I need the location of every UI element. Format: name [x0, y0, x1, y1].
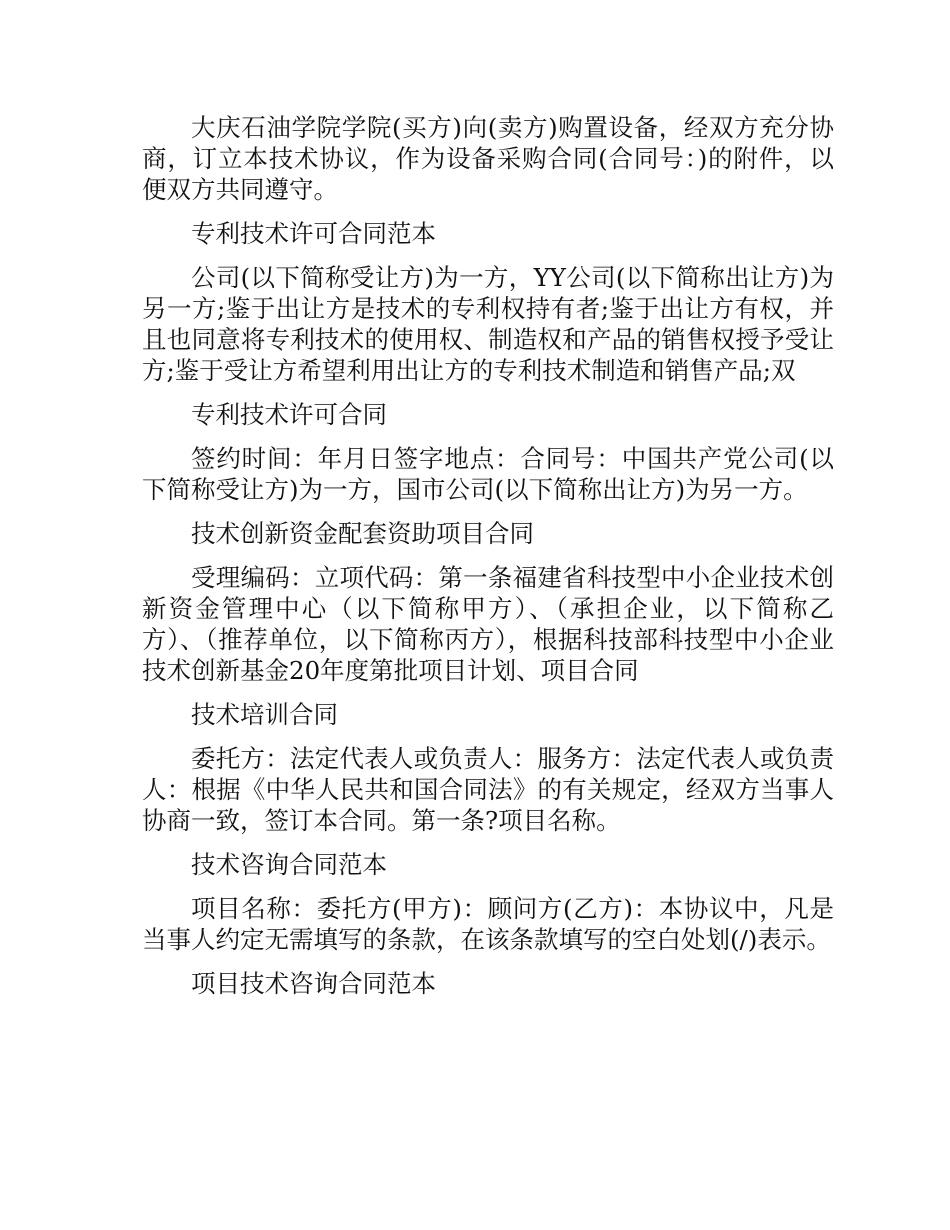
paragraph-signing-info: 签约时间：年月日签字地点：合同号：中国共产党公司(以下简称受让方)为一方，国市公司(以下简称出让方)为另一方。 — [142, 444, 834, 504]
heading-innovation-fund-contract: 技术创新资金配套资助项目合同 — [191, 519, 534, 548]
heading-project-consulting-template: 项目技术咨询合同范本 — [191, 969, 436, 998]
paragraph-innovation-fund-details: 受理编码：立项代码：第一条福建省科技型中小企业技术创新资金管理中心（以下简称甲方）、（承担企业，以下简称乙方）、（推荐单位，以下简称丙方），根据科技部科技型中小企业技术创新基金20年度第批项目计划、项目合同 — [142, 563, 834, 685]
paragraph-patent-license-parties: 公司(以下简称受让方)为一方，YY公司(以下简称出让方)为另一方;鉴于出让方是技术的专利权持有者;鉴于出让方有权，并且也同意将专利技术的使用权、制造权和产品的销售权授予受让方;鉴于受让方希望利用出让方的专利技术制造和销售产品;双 — [142, 263, 834, 385]
paragraph-consulting-details: 项目名称：委托方(甲方)：顾问方(乙方)：本协议中，凡是当事人约定无需填写的条款，在该条款填写的空白处划(/)表示。 — [142, 894, 834, 954]
paragraph-purchase-agreement: 大庆石油学院学院(买方)向(卖方)购置设备，经双方充分协商，订立本技术协议，作为设备采购合同(合同号：)的附件，以便双方共同遵守。 — [142, 113, 834, 204]
heading-training-contract: 技术培训合同 — [191, 700, 338, 729]
heading-patent-license-contract: 专利技术许可合同 — [191, 400, 387, 429]
heading-consulting-template: 技术咨询合同范本 — [191, 850, 387, 879]
paragraph-training-parties: 委托方：法定代表人或负责人：服务方：法定代表人或负责人：根据《中华人民共和国合同法》的有关规定，经双方当事人协商一致，签订本合同。第一条?项目名称。 — [142, 744, 834, 835]
document-body — [142, 112, 834, 1012]
heading-patent-license-template: 专利技术许可合同范本 — [191, 219, 436, 248]
